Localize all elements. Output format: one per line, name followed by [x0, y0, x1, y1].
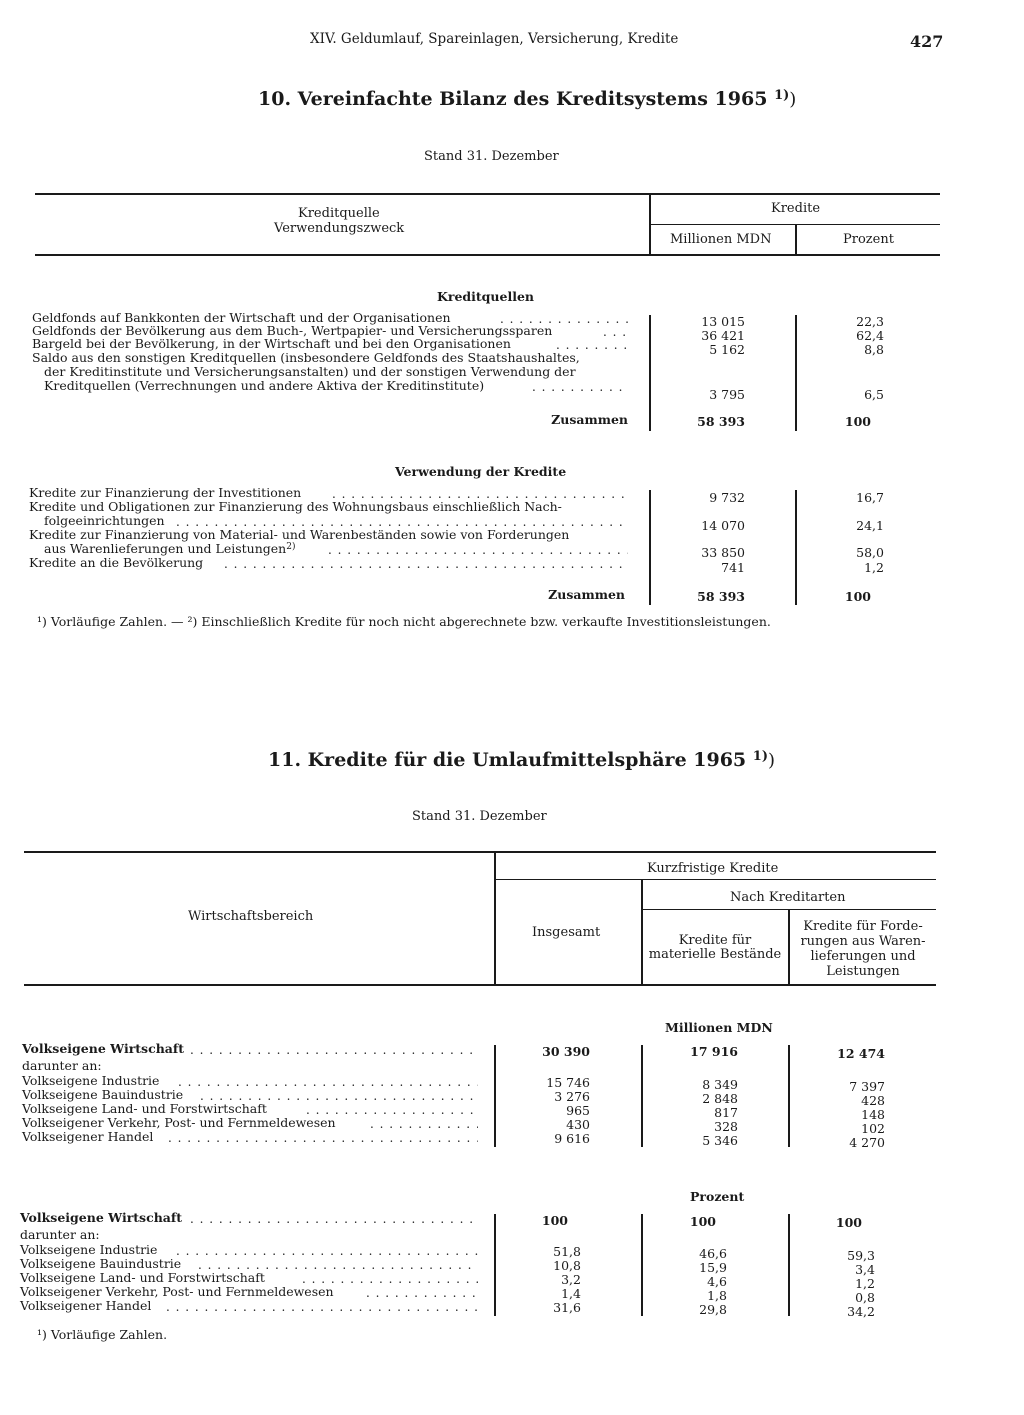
table-10-head-col1-a: Kreditquelle: [298, 206, 380, 221]
row-total: 965: [566, 1103, 590, 1118]
row-b: 428: [861, 1093, 885, 1108]
leader-dots: [166, 1301, 478, 1313]
page-number: 427: [910, 32, 944, 51]
leader-dots: [366, 1287, 478, 1299]
leader-dots: [178, 1076, 478, 1088]
row-a: 15,9: [699, 1260, 727, 1275]
leader-dots: [532, 381, 628, 393]
table-10-section-verwendung: Verwendung der Kredite: [395, 464, 567, 479]
leader-dots: [190, 1044, 478, 1056]
row-label: Kredite zur Finanzierung von Material- und Warenbeständen sowie von Forderungen: [29, 527, 570, 542]
total-label: Zusammen: [551, 412, 628, 427]
row-b: 34,2: [847, 1304, 875, 1319]
row-b: 148: [861, 1107, 885, 1122]
table-11-top-rule: [24, 851, 936, 853]
total-pct: 100: [844, 589, 871, 604]
leader-dots: [603, 326, 628, 338]
table-11-subtitle: Stand 31. Dezember: [412, 809, 547, 824]
row-pct: 6,5: [864, 387, 884, 402]
table-10-title: 10. Vereinfachte Bilanz des Kreditsystems 1965 $^{1)}$): [258, 88, 797, 110]
table-10-head-rule: [35, 254, 940, 256]
table-11-head-b-2: rungen aus Waren-: [800, 934, 926, 949]
table-10-top-rule: [35, 193, 940, 195]
table-10-section-kreditquellen: Kreditquellen: [437, 289, 534, 304]
row-a: 8 349: [702, 1077, 738, 1092]
table-11-unit-pct: Prozent: [690, 1189, 745, 1204]
row-b: 12 474: [837, 1046, 885, 1061]
table-11-head-group: Kurzfristige Kredite: [647, 861, 779, 876]
row-total: 3,2: [561, 1272, 581, 1287]
darunter-label: darunter an:: [22, 1058, 102, 1073]
row-pct: 58,0: [856, 545, 884, 560]
row-mdn: 5 162: [709, 342, 745, 357]
table-11-footnote: ¹) Vorläufige Zahlen.: [37, 1327, 168, 1342]
row-label: Geldfonds auf Bankkonten der Wirtschaft und der Organisationen: [32, 310, 451, 325]
leader-dots: [168, 1132, 478, 1144]
total-label: Zusammen: [548, 587, 625, 602]
row-mdn: 36 421: [701, 328, 745, 343]
leader-dots: [370, 1118, 478, 1130]
row-a: 100: [689, 1214, 716, 1229]
table-10-divider-d: [795, 490, 797, 605]
row-label: Kredite an die Bevölkerung: [29, 555, 204, 570]
table-10-divider-c: [649, 490, 651, 605]
row-label: Volkseigene Industrie: [20, 1242, 158, 1257]
row-label: Volkseigene Bauindustrie: [20, 1256, 182, 1271]
row-total: 1,4: [561, 1286, 581, 1301]
table-10-head-pct: Prozent: [843, 232, 894, 247]
table-11-head-b-1: Kredite für Forde-: [803, 919, 923, 934]
table-11-head-total: Insgesamt: [532, 925, 601, 940]
table-10-subtitle: Stand 31. Dezember: [424, 149, 559, 164]
table-11-divider-a2: [641, 1045, 643, 1147]
row-b: 4 270: [849, 1135, 885, 1150]
table-10-head-kredite: Kredite: [771, 201, 821, 216]
row-label: Volkseigene Wirtschaft: [22, 1041, 185, 1056]
row-mdn: 14 070: [701, 518, 745, 533]
row-label: Saldo aus den sonstigen Kreditquellen (insbesondere Geldfonds des Staatshaushaltes,: [32, 350, 580, 365]
table-11-unit-mdn: Millionen MDN: [665, 1020, 773, 1035]
table-11-divider-b2: [641, 1214, 643, 1316]
row-label: Volkseigene Wirtschaft: [20, 1210, 183, 1225]
row-total: 15 746: [546, 1075, 590, 1090]
row-total: 10,8: [553, 1258, 581, 1273]
row-b: 7 397: [849, 1079, 885, 1094]
row-label-cont: Kreditquellen (Verrechnungen und andere Aktiva der Kreditinstitute): [44, 378, 485, 393]
total-pct: 100: [844, 414, 871, 429]
row-total: 3 276: [554, 1089, 590, 1104]
row-pct: 22,3: [856, 314, 884, 329]
table-11-head-divider-2: [641, 880, 643, 984]
table-11-group-rule: [495, 879, 936, 880]
table-10-head-divider: [649, 195, 651, 254]
table-11-head-divider-1: [494, 853, 496, 984]
row-b: 0,8: [855, 1290, 875, 1305]
table-11-divider-b1: [494, 1214, 496, 1316]
row-a: 29,8: [699, 1302, 727, 1317]
table-11-divider-b3: [788, 1214, 790, 1316]
row-mdn: 9 732: [709, 490, 745, 505]
table-10-head-mdn: Millionen MDN: [670, 232, 772, 247]
darunter-label: darunter an:: [20, 1227, 100, 1242]
table-11-head-b-3: lieferungen und: [810, 949, 916, 964]
table-10-divider-a: [649, 315, 651, 431]
row-a: 2 848: [702, 1091, 738, 1106]
row-label: Geldfonds der Bevölkerung aus dem Buch-, Wertpapier- und Versicherungssparen: [32, 323, 553, 338]
row-label-cont: der Kreditinstitute und Versicherungsanstalten) und der sonstigen Verwendung der: [44, 364, 576, 379]
table-11-title: 11. Kredite für die Umlaufmittelsphäre 1965 $^{1)}$): [268, 749, 776, 771]
table-11-head-rule: [24, 984, 936, 986]
row-label: Volkseigene Land- und Forstwirtschaft: [20, 1270, 265, 1285]
table-11-head-b-4: Leistungen: [826, 964, 900, 979]
table-11-divider-a3: [788, 1045, 790, 1147]
row-b: 3,4: [855, 1262, 875, 1277]
row-a: 817: [714, 1105, 738, 1120]
row-total: 100: [541, 1213, 568, 1228]
row-total: 30 390: [542, 1044, 590, 1059]
row-mdn: 33 850: [701, 545, 745, 560]
row-pct: 16,7: [856, 490, 884, 505]
row-pct: 24,1: [856, 518, 884, 533]
table-11-head-a-2: materielle Bestände: [648, 947, 782, 962]
row-label: Volkseigene Land- und Forstwirtschaft: [22, 1101, 267, 1116]
table-10-footnote: ¹) Vorläufige Zahlen. — ²) Einschließlich Kredite für noch nicht abgerechnete bzw. verkaufte Investitionsleistungen.: [37, 614, 771, 629]
row-a: 4,6: [707, 1274, 727, 1289]
leader-dots: [224, 558, 628, 570]
row-a: 5 346: [702, 1133, 738, 1148]
row-pct: 8,8: [864, 342, 884, 357]
row-label: Volkseigene Industrie: [22, 1073, 160, 1088]
row-b: 59,3: [847, 1248, 875, 1263]
row-total: 31,6: [553, 1300, 581, 1315]
running-head: XIV. Geldumlauf, Spareinlagen, Versicherung, Kredite: [310, 31, 679, 47]
table-11-head-a-1: Kredite für: [678, 933, 752, 948]
row-total: 430: [566, 1117, 590, 1132]
row-label-cont: aus Warenlieferungen und Leistungen$^{2)}$: [44, 541, 296, 556]
total-mdn: 58 393: [697, 414, 745, 429]
row-b: 100: [835, 1215, 862, 1230]
row-label: Volkseigener Handel: [22, 1129, 154, 1144]
table-10-head-divider-2: [795, 225, 797, 254]
row-b: 1,2: [855, 1276, 875, 1291]
row-mdn: 13 015: [701, 314, 745, 329]
row-label: Bargeld bei der Bevölkerung, in der Wirtschaft und bei den Organisationen: [32, 336, 511, 351]
row-label: Volkseigener Handel: [20, 1298, 152, 1313]
row-label: Kredite zur Finanzierung der Investitionen: [29, 485, 302, 500]
leader-dots: [176, 1245, 478, 1257]
row-a: 1,8: [707, 1288, 727, 1303]
table-10-divider-b: [795, 315, 797, 431]
total-mdn: 58 393: [697, 589, 745, 604]
leader-dots: [328, 544, 628, 556]
row-mdn: 3 795: [709, 387, 745, 402]
table-11-head-col1: Wirtschaftsbereich: [188, 909, 314, 924]
row-label: Volkseigener Verkehr, Post- und Fernmeldewesen: [22, 1115, 336, 1130]
table-11-head-sub: Nach Kreditarten: [730, 890, 846, 905]
row-a: 328: [714, 1119, 738, 1134]
row-a: 17 916: [690, 1044, 738, 1059]
row-pct: 1,2: [864, 560, 884, 575]
row-label-cont: folgeeinrichtungen: [44, 513, 165, 528]
row-label: Kredite und Obligationen zur Finanzierung des Wohnungsbaus einschließlich Nach-: [29, 499, 562, 514]
row-b: 102: [861, 1121, 885, 1136]
table-11-divider-a1: [494, 1045, 496, 1147]
row-a: 46,6: [699, 1246, 727, 1261]
row-label: Volkseigener Verkehr, Post- und Fernmeldewesen: [20, 1284, 334, 1299]
row-pct: 62,4: [856, 328, 884, 343]
row-mdn: 741: [721, 560, 745, 575]
table-10-head-col1-b: Verwendungszweck: [274, 221, 405, 236]
leader-dots: [190, 1213, 478, 1225]
row-label: Volkseigene Bauindustrie: [22, 1087, 184, 1102]
row-total: 9 616: [554, 1131, 590, 1146]
row-total: 51,8: [553, 1244, 581, 1259]
